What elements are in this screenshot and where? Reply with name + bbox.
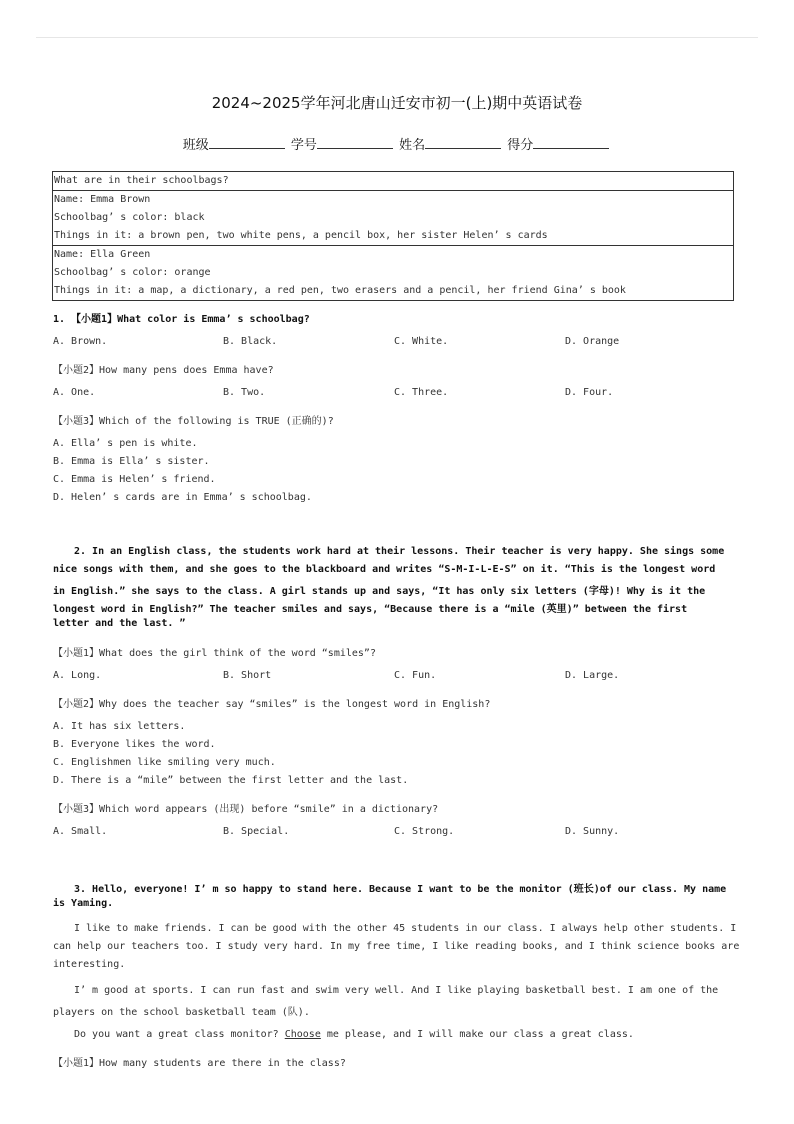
q3-sub1-stem: 【小题1】How many students are there in the class? (53, 1058, 346, 1069)
q1-sub2-stem: 【小题2】How many pens does Emma have? (53, 365, 274, 376)
table-cell: Things in it: a map, a dictionary, a red pen, two erasers and a pencil, her friend Gina’ s book (54, 285, 626, 296)
q2-sub2-option-c[interactable]: C. Englishmen like smiling very much. (53, 757, 276, 768)
top-divider (36, 37, 758, 38)
q1-sub3-option-d[interactable]: D. Helen’ s cards are in Emma’ s schoolbag. (53, 492, 312, 503)
q2-sub2-option-a[interactable]: A. It has six letters. (53, 721, 186, 732)
class-blank[interactable] (209, 136, 285, 149)
q1-sub1-option-c[interactable]: C. White. (394, 336, 449, 347)
table-row-emma (53, 191, 733, 246)
q2-sub3-stem: 【小题3】Which word appears (出现) before “smile” in a dictionary? (53, 804, 439, 815)
underlined-word: Choose (284, 1029, 321, 1040)
q1-sub2-option-a[interactable]: A. One. (53, 387, 96, 398)
q1-sub3-stem: 【小题3】Which of the following is TRUE (正确的)? (53, 416, 334, 427)
table-cell: Name: Ella Green (54, 249, 151, 260)
q3-paragraph-line: I like to make friends. I can be good with the other 45 students in our class. I always help other students. I (74, 923, 737, 934)
q3-paragraph-line: can help our teachers too. I study very hard. In my free time, I like reading books, and I think science books are (53, 941, 740, 952)
q2-passage-line: longest word in English?” The teacher smiles and says, “Because there is a “mile (英里)” between the first (53, 604, 688, 615)
q2-sub2-stem: 【小题2】Why does the teacher say “smiles” is the longest word in English? (53, 699, 491, 710)
id-blank[interactable] (317, 136, 393, 149)
student-info-line (0, 134, 794, 153)
name-blank[interactable] (425, 136, 501, 149)
q2-sub1-option-a[interactable]: A. Long. (53, 670, 102, 681)
q2-sub2-option-d[interactable]: D. There is a “mile” between the first letter and the last. (53, 775, 409, 786)
q3-intro-line: is Yaming. (53, 898, 114, 909)
q3-paragraph-line (74, 1029, 634, 1040)
q2-sub3-option-b[interactable]: B. Special. (223, 826, 290, 837)
q1-sub1-option-a[interactable]: A. Brown. (53, 336, 108, 347)
q3-p3-before: Do you want a great class monitor? (74, 1029, 285, 1040)
q3-paragraph-line: players on the school basketball team (队). (53, 1007, 310, 1018)
q1-sub1-option-b[interactable]: B. Black. (223, 336, 278, 347)
table-cell: Schoolbag’ s color: orange (54, 267, 211, 278)
score-label: 得分 (507, 138, 534, 153)
q2-sub1-option-d[interactable]: D. Large. (565, 670, 620, 681)
q2-sub3-option-a[interactable]: A. Small. (53, 826, 108, 837)
id-label: 学号 (290, 138, 317, 153)
table-cell: Name: Emma Brown (54, 194, 151, 205)
q2-sub1-option-c[interactable]: C. Fun. (394, 670, 437, 681)
table-cell: Schoolbag’ s color: black (54, 212, 205, 223)
q1-sub2-option-b[interactable]: B. Two. (223, 387, 266, 398)
table-header-row (53, 172, 733, 191)
class-label: 班级 (182, 138, 209, 153)
page-title: 2024~2025学年河北唐山迁安市初一(上)期中英语试卷 (211, 94, 583, 112)
q2-passage-line: in English.” she says to the class. A girl stands up and says, “It has only six letters (字母)! Why is it the (53, 586, 706, 597)
q1-sub2-option-c[interactable]: C. Three. (394, 387, 449, 398)
table-header: What are in their schoolbags? (54, 175, 229, 186)
q1-sub3-option-b[interactable]: B. Emma is Ella’ s sister. (53, 456, 210, 467)
q1-sub3-option-a[interactable]: A. Ella’ s pen is white. (53, 438, 198, 449)
q1-sub3-option-c[interactable]: C. Emma is Helen’ s friend. (53, 474, 216, 485)
q2-passage-line: 2. In an English class, the students work hard at their lessons. Their teacher is very happy. She sings some (74, 546, 725, 557)
table-cell: Things in it: a brown pen, two white pens, a pencil box, her sister Helen’ s cards (54, 230, 548, 241)
q2-sub3-option-d[interactable]: D. Sunny. (565, 826, 620, 837)
q3-paragraph-line: interesting. (53, 959, 126, 970)
q1-sub1-option-d[interactable]: D. Orange (565, 336, 620, 347)
q2-sub1-stem: 【小题1】What does the girl think of the word “smiles”? (53, 648, 376, 659)
q2-sub3-option-c[interactable]: C. Strong. (394, 826, 455, 837)
q3-intro-line: 3. Hello, everyone! I’ m so happy to stand here. Because I want to be the monitor (班长)of our class. My name (74, 884, 727, 895)
schoolbag-table (52, 171, 734, 301)
q1-sub1-stem: 1. 【小题1】What color is Emma’ s schoolbag? (53, 314, 310, 325)
q3-paragraph-line: I’ m good at sports. I can run fast and swim very well. And I like playing basketball best. I am one of the (74, 985, 719, 996)
score-blank[interactable] (533, 136, 609, 149)
name-label: 姓名 (399, 138, 426, 153)
q1-sub2-option-d[interactable]: D. Four. (565, 387, 614, 398)
q3-p3-after: me please, and I will make our class a great class. (320, 1029, 634, 1040)
q2-passage-line: nice songs with them, and she goes to the blackboard and writes “S-M-I-L-E-S” on it. “This is the longest word (53, 564, 716, 575)
q2-sub2-option-b[interactable]: B. Everyone likes the word. (53, 739, 216, 750)
q2-sub1-option-b[interactable]: B. Short (223, 670, 272, 681)
q2-passage-line: letter and the last. ” (53, 618, 186, 629)
table-row-ella (53, 246, 733, 300)
